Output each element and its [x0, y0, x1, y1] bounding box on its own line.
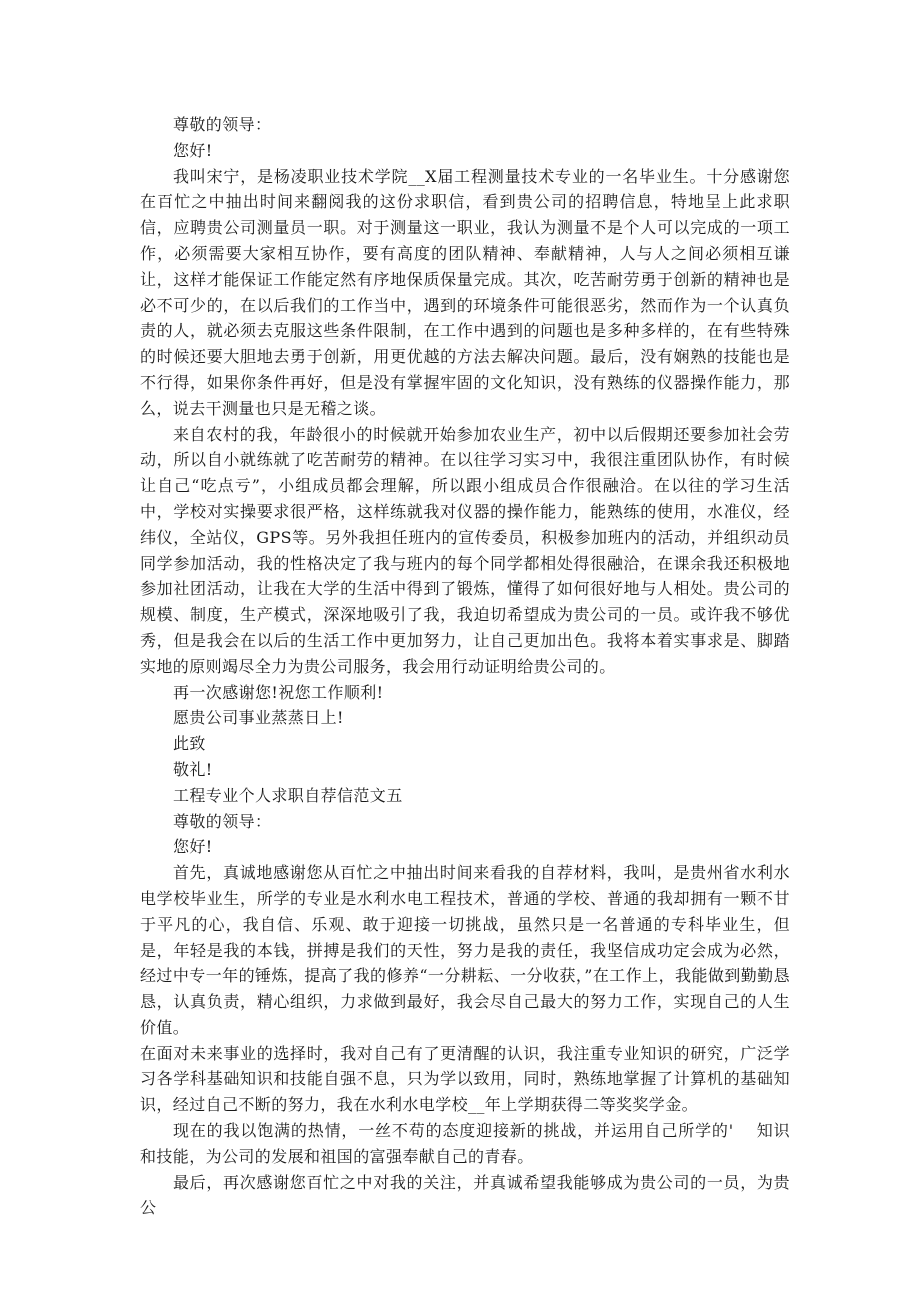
closing-line: 此致 [173, 734, 206, 754]
thanks-line: 再一次感谢您!祝您工作顺利! [173, 682, 384, 702]
body-paragraph: 现在的我以饱满的热情，一丝不苟的态度迎接新的挑战，并运用自己所学的' 知识和技能，为公司的发展和祖国的富强奉献自己的青春。 [140, 1121, 790, 1166]
salutation: 尊敬的领导： [173, 811, 272, 831]
body-paragraph: 首先，真诚地感谢您从百忙之中抽出时间来看我的自荐材料，我叫，是贵州省水利水电学校毕业生，所学的专业是水利水电工程技术，普通的学校、普通的我却拥有一颗不甘于平凡的心，我自信、乐观、敢于迎接一切挑战，虽然只是一名普通的专科毕业生，但是，年轻是我的本钱，拼搏是我们的天性，努力是我的责任，我坚信成功定会成为必然，经过中专一年的锤炼，提高了我的修养“一分耕耘、一分收获，”在工作上，我能做到勤勤恳恳，认真负责，精心组织，力求做到最好，我会尽自己最大的努力工作，实现自己的人生价值。 [140, 863, 790, 1037]
salutation: 尊敬的领导： [173, 115, 272, 134]
body-paragraph: 最后，再次感谢您百忙之中对我的关注，并真诚希望我能够成为贵公司的一员，为贵公 [140, 1172, 790, 1218]
greeting: 您好! [173, 837, 213, 857]
section-title: 工程专业个人求职自荐信范文五 [173, 785, 403, 805]
greeting: 您好! [173, 140, 213, 160]
closing-line: 敬礼! [173, 759, 213, 779]
body-paragraph: 在面对未来事业的选择时，我对自己有了更清醒的认识，我注重专业知识的研究，广泛学习各学科基础知识和技能自强不息，只为学以致用，同时，熟练地掌握了计算机的基础知识，经过自己不断的努力，我在水利水电学校__年上学期获得二等奖奖学金。 [140, 1043, 790, 1115]
body-paragraph: 来自农村的我，年龄很小的时候就开始参加农业生产，初中以后假期还要参加社会劳动，所以自小就练就了吃苦耐劳的精神。在以往学习实习中，我很注重团队协作，有时候让自己“吃点亏”，小组成员都会理解，所以跟小组成员合作很融洽。在以往的学习生活中，学校对实操要求很严格，这样练就我对仪器的操作能力，能熟练的使用，水准仪，经纬仪，全站仪，GPS等。另外我担任班内的宣传委员，积极参加班内的活动，并组织动员同学参加活动，我的性格决定了我与班内的每个同学都相处得很融洽，在课余我还积极地参加社团活动，让我在大学的生活中得到了锻炼，懂得了如何很好地与人相处。贵公司的规模、制度，生产模式，深深地吸引了我，我迫切希望成为贵公司的一员。或许我不够优秀，但是我会在以后的生活工作中更加努力，让自己更加出色。我将本着实事求是、脚踏实地的原则竭尽全力为贵公司服务，我会用行动证明给贵公司的。 [140, 424, 790, 676]
wish-line: 愿贵公司事业蒸蒸日上! [173, 708, 344, 728]
document-body [140, 112, 790, 1221]
body-paragraph: 我叫宋宁，是杨凌职业技术学院__X届工程测量技术专业的一名毕业生。十分感谢您在百忙之中抽出时间来翻阅我的这份求职信，看到贵公司的招聘信息，特地呈上此求职信，应聘贵公司测量员一职。对于测量这一职业，我认为测量不是个人可以完成的一项工作，必须需要大家相互协作，要有高度的团队精神、奉献精神，人与人之间必须相互谦让，这样才能保证工作能定然有序地保质保量完成。其次，吃苦耐劳勇于创新的精神也是必不可少的，在以后我们的工作当中，遇到的环境条件可能很恶劣，然而作为一个认真负责的人，就必须去克服这些条件限制，在工作中遇到的问题也是多种多样的，在有些特殊的时候还要大胆地去勇于创新，用更优越的方法去解决问题。最后，没有娴熟的技能也是不行得，如果你条件再好，但是没有掌握牢固的文化知识，没有熟练的仪器操作能力，那么，说去干测量也只是无稽之谈。 [140, 166, 790, 418]
